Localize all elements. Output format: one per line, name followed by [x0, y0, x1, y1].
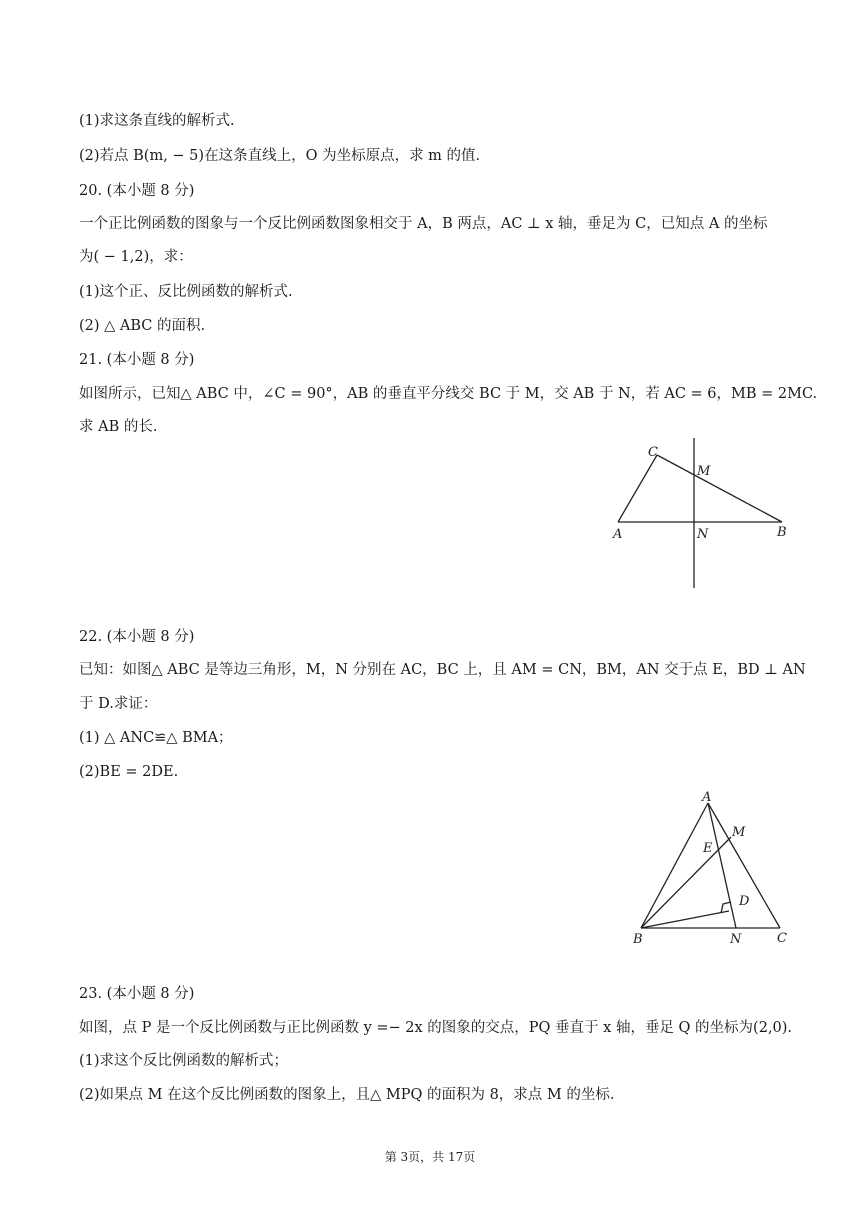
q20-part2: (2) △ ABC 的面积.: [79, 318, 206, 334]
q22-stem-line2: 于 D.求证：: [79, 696, 158, 712]
q19-part2: (2)若点 B(m, − 5)在这条直线上，O 为坐标原点，求 m 的值.: [79, 148, 481, 164]
label-a: A: [702, 790, 712, 805]
segment-bm: [641, 837, 731, 928]
label-c: C: [777, 931, 787, 946]
label-m: M: [732, 825, 746, 840]
segment-bd: [641, 911, 729, 928]
label-d: D: [739, 894, 750, 909]
label-n: N: [730, 932, 742, 947]
label-n: N: [697, 527, 709, 542]
label-e: E: [703, 841, 713, 856]
q20-part1: (1)这个正、反比例函数的解析式.: [79, 284, 293, 300]
label-m: M: [697, 464, 711, 479]
figure-21-triangle: [600, 438, 800, 593]
figure-22-equilateral-triangle: [625, 785, 795, 950]
q22-part1: (1) △ ANC≌△ BMA；: [79, 730, 233, 746]
q20-heading: 20. (本小题 8 分): [79, 183, 195, 199]
label-b: B: [777, 525, 787, 540]
q21-stem-line2: 求 AB 的长.: [79, 419, 158, 435]
segment-ac: [708, 803, 780, 928]
q22-stem-line1: 已知：如图△ ABC 是等边三角形，M，N 分别在 AC，BC 上，且 AM = CN，BM，AN 交于点 E，BD ⊥ AN: [79, 662, 806, 678]
q22-part2: (2)BE = 2DE.: [79, 764, 179, 780]
segment-ab: [641, 803, 708, 928]
q19-part1: (1)求这条直线的解析式.: [79, 113, 235, 129]
label-c: C: [648, 445, 658, 460]
q23-part2: (2)如果点 M 在这个反比例函数的图象上，且△ MPQ 的面积为 8，求点 M 的坐标.: [79, 1087, 615, 1103]
page-footer: 第 3页，共 17页: [384, 1150, 476, 1164]
label-a: A: [613, 527, 623, 542]
label-b: B: [633, 932, 643, 947]
segment-ac: [618, 455, 657, 522]
q22-heading: 22. (本小题 8 分): [79, 629, 195, 645]
q23-part1: (1)求这个反比例函数的解析式；: [79, 1053, 289, 1069]
segment-cb: [657, 455, 782, 522]
q20-stem-line1: 一个正比例函数的图象与一个反比例函数图象相交于 A，B 两点，AC ⊥ x 轴，垂足为 C，已知点 A 的坐标: [79, 216, 768, 232]
q21-stem-line1: 如图所示，已知△ ABC 中，∠C = 90°，AB 的垂直平分线交 BC 于 M，交 AB 于 N，若 AC = 6，MB = 2MC.: [79, 386, 818, 402]
q20-stem-line2: 为( − 1,2)，求：: [79, 249, 193, 265]
q23-stem: 如图，点 P 是一个反比例函数与正比例函数 y =− 2x 的图象的交点，PQ 垂直于 x 轴，垂足 Q 的坐标为(2,0).: [79, 1020, 793, 1036]
q21-heading: 21. (本小题 8 分): [79, 352, 195, 368]
q23-heading: 23. (本小题 8 分): [79, 986, 195, 1002]
